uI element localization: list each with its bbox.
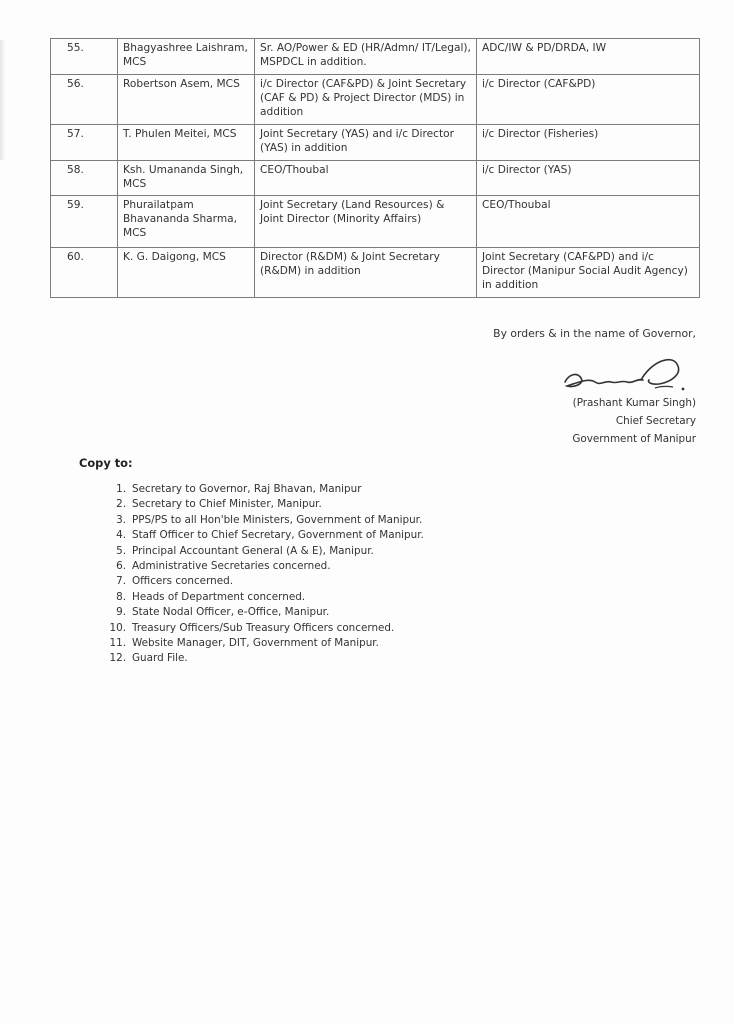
officer-name: Phurailatpam Bhavananda Sharma, MCS bbox=[118, 196, 255, 248]
officer-name: K. G. Daigong, MCS bbox=[118, 248, 255, 298]
list-item-number: 2. bbox=[116, 498, 126, 511]
officer-name: T. Phulen Meitei, MCS bbox=[118, 125, 255, 161]
table-row bbox=[51, 161, 700, 196]
present-posting: Sr. AO/Power & ED (HR/Admn/ IT/Legal), MSPDCL in addition. bbox=[255, 39, 477, 75]
table-row bbox=[51, 125, 700, 161]
new-posting: ADC/IW & PD/DRDA, IW bbox=[477, 39, 700, 75]
list-item-number: 11. bbox=[109, 636, 126, 649]
by-orders-line: By orders & in the name of Governor, bbox=[493, 327, 696, 340]
serial-number: 55. bbox=[51, 39, 118, 75]
list-item-number: 3. bbox=[116, 513, 126, 526]
list-item-number: 7. bbox=[116, 575, 126, 588]
serial-number: 56. bbox=[51, 75, 118, 125]
list-item-text: PPS/PS to all Hon'ble Ministers, Government of Manipur. bbox=[132, 513, 423, 526]
signature-scrawl bbox=[555, 352, 695, 398]
list-item bbox=[96, 574, 424, 589]
table-row bbox=[51, 75, 700, 125]
new-posting: Joint Secretary (CAF&PD) and i/c Director (Manipur Social Audit Agency) in addition bbox=[477, 248, 700, 298]
present-posting: CEO/Thoubal bbox=[255, 161, 477, 196]
table-row bbox=[51, 39, 700, 75]
list-item-text: Guard File. bbox=[132, 652, 188, 665]
list-item-number: 6. bbox=[116, 559, 126, 572]
new-posting: CEO/Thoubal bbox=[477, 196, 700, 248]
list-item bbox=[96, 621, 424, 636]
posting-table bbox=[50, 38, 700, 298]
list-item-text: Website Manager, DIT, Government of Manipur. bbox=[132, 636, 379, 649]
list-item bbox=[96, 559, 424, 574]
list-item-number: 8. bbox=[116, 590, 126, 603]
list-item bbox=[96, 528, 424, 543]
list-item-text: Principal Accountant General (A & E), Manipur. bbox=[132, 544, 374, 557]
scan-edge-shadow bbox=[0, 40, 6, 160]
list-item-number: 1. bbox=[116, 483, 126, 495]
officer-name: Robertson Asem, MCS bbox=[118, 75, 255, 125]
copy-to-list bbox=[96, 482, 424, 667]
signatory-designation: Chief Secretary bbox=[615, 415, 696, 427]
officer-name: Ksh. Umananda Singh, MCS bbox=[118, 161, 255, 196]
serial-number: 57. bbox=[51, 125, 118, 161]
copy-to-heading: Copy to: bbox=[79, 456, 133, 470]
table-row bbox=[51, 196, 700, 248]
present-posting: Joint Secretary (Land Resources) & Joint Director (Minority Affairs) bbox=[255, 196, 477, 248]
list-item-text: Staff Officer to Chief Secretary, Government of Manipur. bbox=[132, 529, 424, 542]
list-item-number: 10. bbox=[109, 621, 126, 634]
list-item-text: Officers concerned. bbox=[132, 575, 234, 588]
list-item-number: 4. bbox=[116, 529, 126, 542]
list-item bbox=[96, 482, 424, 497]
signatory-government: Government of Manipur bbox=[572, 433, 696, 445]
list-item-text: Treasury Officers/Sub Treasury Officers concerned. bbox=[132, 621, 395, 634]
list-item bbox=[96, 651, 424, 666]
table-row bbox=[51, 248, 700, 298]
list-item-number: 12. bbox=[109, 652, 126, 665]
list-item-text: Secretary to Chief Minister, Manipur. bbox=[132, 498, 322, 511]
list-item-text: Administrative Secretaries concerned. bbox=[132, 559, 331, 572]
list-item-text: Heads of Department concerned. bbox=[132, 590, 306, 603]
list-item-text: State Nodal Officer, e-Office, Manipur. bbox=[132, 606, 330, 619]
list-item-number: 5. bbox=[116, 544, 126, 557]
list-item-number: 9. bbox=[116, 606, 126, 619]
signatory-name: (Prashant Kumar Singh) bbox=[572, 397, 696, 409]
present-posting: Joint Secretary (YAS) and i/c Director (YAS) in addition bbox=[255, 125, 477, 161]
present-posting: i/c Director (CAF&PD) & Joint Secretary (CAF & PD) & Project Director (MDS) in addition bbox=[255, 75, 477, 125]
list-item bbox=[96, 636, 424, 651]
serial-number: 60. bbox=[51, 248, 118, 298]
list-item bbox=[96, 497, 424, 512]
serial-number: 58. bbox=[51, 161, 118, 196]
list-item bbox=[96, 544, 424, 559]
new-posting: i/c Director (CAF&PD) bbox=[477, 75, 700, 125]
list-item bbox=[96, 605, 424, 620]
new-posting: i/c Director (Fisheries) bbox=[477, 125, 700, 161]
new-posting: i/c Director (YAS) bbox=[477, 161, 700, 196]
list-item-text: Secretary to Governor, Raj Bhavan, Manipur bbox=[132, 483, 362, 495]
officer-name: Bhagyashree Laishram, MCS bbox=[118, 39, 255, 75]
present-posting: Director (R&DM) & Joint Secretary (R&DM) in addition bbox=[255, 248, 477, 298]
list-item bbox=[96, 513, 424, 528]
serial-number: 59. bbox=[51, 196, 118, 248]
list-item bbox=[96, 590, 424, 605]
